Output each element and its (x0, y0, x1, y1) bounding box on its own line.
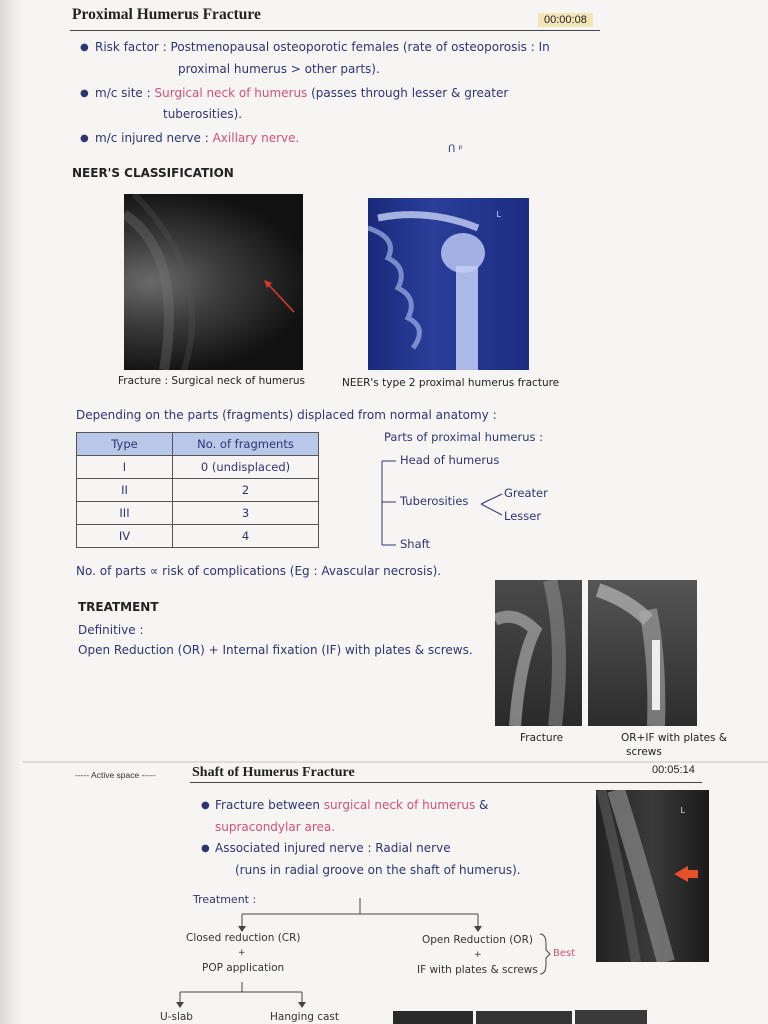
fracture-arrow-icon (266, 282, 294, 312)
mc-site-cont: tuberosities). (163, 107, 243, 121)
risk-factor-cont: proximal humerus > other parts). (178, 62, 380, 76)
table-row: IV 4 (77, 525, 319, 548)
xray-neer-type2 (368, 198, 529, 370)
xray-surgical-neck (124, 194, 303, 370)
pop-application: POP application (202, 962, 285, 974)
neer-heading: NEER'S CLASSIFICATION (72, 166, 234, 180)
best-label: Best (553, 948, 576, 959)
bullet-icon: ● (201, 800, 210, 811)
caption-surgical-neck: Fracture : Surgical neck of humerus (118, 375, 306, 387)
treatment-sub: Definitive : (78, 623, 144, 637)
timestamp-badge: 00:05:14 (652, 764, 695, 776)
bullet-icon: ● (80, 42, 89, 53)
bracket-icon (540, 934, 550, 974)
title-underline (190, 782, 702, 783)
radial-nerve-line: Associated injured nerve : Radial nerve (215, 841, 451, 855)
bullet-icon: ● (201, 843, 210, 854)
table-row: III 3 (77, 502, 319, 525)
xray-overlay (368, 198, 529, 370)
active-space-label: ----- Active space ----- (75, 770, 156, 780)
parts-head: Head of humerus (400, 453, 500, 467)
xray-thumb (575, 1010, 647, 1024)
page-divider (22, 761, 768, 763)
mc-nerve-line: m/c injured nerve : Axillary nerve. (95, 131, 300, 145)
open-reduction: Open Reduction (OR) (422, 934, 533, 946)
title-underline (70, 30, 600, 31)
scribble: ᑎ ᵖ (448, 144, 463, 155)
hanging-cast: Hanging cast (270, 1011, 340, 1023)
timestamp-badge: 00:00:08 (538, 13, 593, 27)
caption-orif: OR+IF with plates & (621, 732, 728, 744)
treatment-heading: TREATMENT (78, 600, 159, 614)
treatment-tree-lines (170, 898, 600, 1024)
xray-side-marker: L (680, 806, 685, 815)
page-edge-shadow (0, 0, 22, 1024)
bullet-icon: ● (80, 88, 89, 99)
fracture-arrow-icon (674, 866, 698, 882)
neer-table (76, 432, 319, 548)
table-header-type: Type (77, 433, 173, 456)
bullet-icon: ● (80, 133, 89, 144)
section-title: Shaft of Humerus Fracture (192, 765, 355, 780)
complications-text: No. of parts ∝ risk of complications (Eg : Avascular necrosis). (76, 564, 442, 578)
if-plates: IF with plates & screws (417, 964, 538, 976)
caption-orif-cont: screws (626, 746, 662, 758)
plate-icon (652, 640, 660, 710)
treatment-label: Treatment : (193, 893, 257, 906)
u-slab: U-slab (160, 1011, 193, 1023)
caption-neer-type2: NEER's type 2 proximal humerus fracture (342, 377, 560, 389)
parts-heading: Parts of proximal humerus : (384, 430, 544, 444)
closed-reduction: Closed reduction (CR) (186, 932, 301, 944)
xray-side-marker: L (496, 210, 501, 219)
mc-site-line: m/c site : Surgical neck of humerus (passes through lesser & greater (95, 86, 509, 100)
plus-sign: + (474, 950, 482, 960)
shaft-definition-cont: supracondylar area. (215, 820, 336, 834)
section-title: Proximal Humerus Fracture (72, 6, 261, 23)
depending-text: Depending on the parts (fragments) displaced from normal anatomy : (76, 408, 497, 422)
parts-shaft: Shaft (400, 537, 430, 551)
parts-lesser: Lesser (504, 509, 542, 523)
xray-fracture (495, 580, 582, 726)
shaft-definition-line: Fracture between surgical neck of humerus & (215, 798, 489, 812)
xray-thumb (476, 1011, 572, 1024)
parts-tuberosities: Tuberosities (400, 494, 469, 508)
treatment-text: Open Reduction (OR) + Internal fixation (IF) with plates & screws. (78, 643, 473, 657)
xray-orif (588, 580, 697, 726)
table-row: I 0 (undisplaced) (77, 456, 319, 479)
xray-overlay (124, 194, 303, 370)
parts-greater: Greater (504, 486, 548, 500)
caption-fracture: Fracture (520, 732, 564, 744)
plus-sign: + (238, 948, 246, 958)
xray-shaft-fracture (596, 790, 709, 962)
table-row: II 2 (77, 479, 319, 502)
table-header-fragments: No. of fragments (173, 433, 319, 456)
risk-factor-line: Risk factor : Postmenopausal osteoporotic females (rate of osteoporosis : In (95, 40, 550, 54)
xray-thumb (393, 1011, 473, 1024)
radial-nerve-cont: (runs in radial groove on the shaft of humerus). (235, 863, 521, 877)
